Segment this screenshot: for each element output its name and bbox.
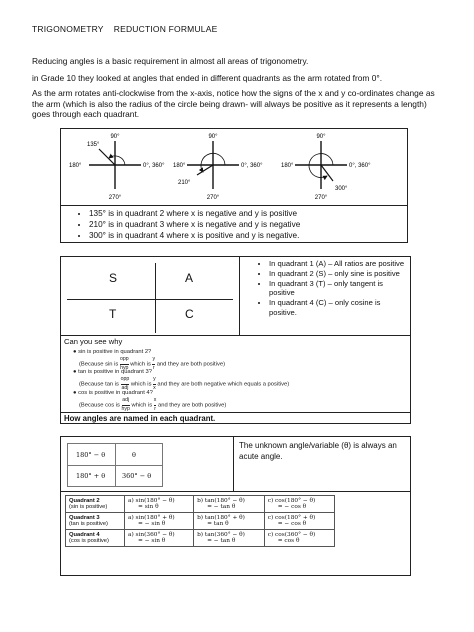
d1-top-label: 90°	[110, 134, 120, 140]
grid-q2: 180° − θ	[76, 451, 106, 459]
d1-bottom-label: 270°	[108, 195, 122, 201]
page-title: TRIGONOMETRY REDUCTION FORMULAE	[32, 24, 218, 34]
d3-left-label: 180°	[281, 163, 294, 169]
cast-section	[60, 256, 411, 424]
cast-note: • In quadrant 3 (T) – only tangent is positive	[269, 279, 409, 299]
d3-angle-label: 300°	[335, 186, 348, 192]
cast-letter-a: A	[185, 271, 194, 285]
formulae-section	[60, 436, 411, 576]
formulae-table	[65, 495, 335, 547]
intro-paragraph-3: As the arm rotates anti-clockwise from the x-axis, notice how the signs of the x and y co-ordinates change as the arm (which is also the radius of the circle being drawn- will always be positive as it represents a length) goes through each quadrant.	[32, 88, 435, 119]
table-row: Quadrant 4 (cos is positive) a) sin(360° − θ) = − sin θ b) tan(360° − θ) = − tan θ c) cos(360° − θ) = cos θ	[66, 530, 335, 547]
cast-letter-c: C	[185, 307, 194, 321]
d3-right-label: 0°, 360°	[349, 163, 371, 169]
quadrant-notes-box	[60, 206, 408, 243]
d1-right-label: 0°, 360°	[143, 163, 165, 169]
d3-top-label: 90°	[316, 134, 326, 140]
cast-note: • In quadrant 1 (A) – All ratios are positive	[269, 259, 409, 269]
diagram-210	[173, 134, 263, 201]
why-title: Can you see why	[64, 337, 123, 346]
table-row: Quadrant 3 (tan is positive) a) sin(180° + θ) = − sin θ b) tan(180° + θ) = tan θ c) cos(180° + θ) = − cos θ	[66, 513, 335, 530]
why-question: tan is positive in quadrant 3?	[78, 369, 152, 375]
d3-bottom-label: 270°	[314, 195, 328, 201]
why-question: sin is positive in quadrant 2?	[78, 349, 152, 355]
d1-angle-label: 135°	[87, 142, 100, 148]
why-item: ● cos is positive in quadrant 4? (Because cos is adj hyp which is $\frac{x}{r}$ and they are both positive)	[73, 390, 227, 412]
quadrant-note: • 210° is in quadrant 3 where x is negative and y is negative	[89, 219, 407, 230]
cast-note: • In quadrant 4 (C) – only cosine is positive.	[269, 298, 409, 318]
quadrant-diagrams-box	[60, 128, 408, 206]
table-row: Quadrant 2 (sin is positive) a) sin(180° − θ) = sin θ b) tan(180° − θ) = − tan θ c) cos(180° − θ) = − cos θ	[66, 496, 335, 513]
d2-right-label: 0°, 360°	[241, 163, 263, 169]
why-item: ● tan is positive in quadrant 3? (Because tan is opp adj which is $\frac{y}{x}$ and they are both negative which equals a positive)	[73, 369, 290, 391]
diagram-300	[281, 134, 371, 201]
intro-paragraph-1: Reducing angles is a basic requirement in almost all areas of trigonometry.	[32, 56, 309, 66]
d2-top-label: 90°	[208, 134, 218, 140]
quadrant-note: • 300° is in quadrant 4 where x is positive and y is negative.	[89, 230, 407, 241]
grid-q1: θ	[132, 451, 136, 459]
cast-letter-t: T	[109, 307, 117, 321]
grid-q4: 360° − θ	[122, 472, 152, 480]
d2-bottom-label: 270°	[206, 195, 220, 201]
d1-left-label: 180°	[69, 163, 82, 169]
diagram-135	[69, 134, 165, 201]
cast-footer: How angles are named in each quadrant.	[64, 414, 216, 423]
why-question: cos is positive in quadrant 4?	[78, 390, 153, 396]
quadrant-diagrams-svg	[61, 129, 407, 205]
quadrant-note: • 135° is in quadrant 2 where x is negative and y is positive	[89, 208, 407, 219]
acute-angle-note: The unknown angle/variable (θ) is always an acute angle.	[239, 441, 397, 461]
why-item: ● sin is positive in quadrant 2? (Because sin is opp hyp which is $\frac{y}{r}$ and they are both positive)	[73, 349, 226, 371]
angle-grid	[67, 443, 163, 487]
d2-left-label: 180°	[173, 163, 186, 169]
grid-q3: 180° + θ	[76, 472, 106, 480]
d2-angle-label: 210°	[178, 180, 191, 186]
cast-note: • In quadrant 2 (S) – only sine is positive	[269, 269, 409, 279]
cast-letter-s: S	[109, 271, 118, 285]
intro-paragraph-2: in Grade 10 they looked at angles that ended in different quadrants as the arm rotated from 0°.	[32, 73, 383, 83]
